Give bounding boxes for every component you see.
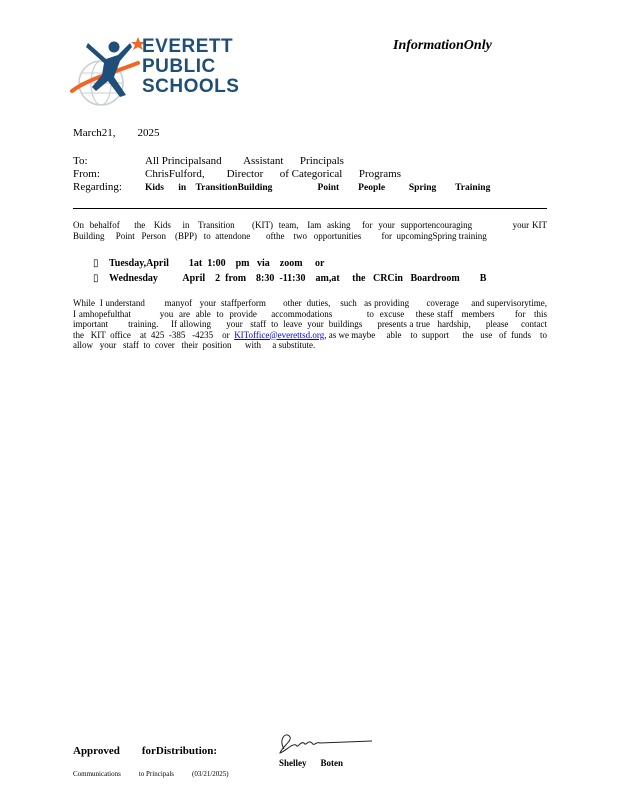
memo-date [73, 127, 159, 139]
for-distribution-label: forDistribution: [141, 745, 218, 757]
memo-from-value: ChrisFulford, Director of Categorical Programs [145, 168, 402, 180]
bullet-marker-icon: ▯ [93, 258, 99, 269]
approved-label: Approved [73, 745, 120, 757]
district-logo [68, 33, 258, 113]
logo-line-1: EVERETT [142, 36, 234, 57]
communications-footer [73, 770, 229, 778]
signature-icon [274, 729, 374, 759]
bullet-marker-icon: ▯ [93, 273, 99, 284]
signer-last-name: Boten [320, 758, 344, 768]
body-paragraph-1: On behalfof the Kids in Transition (KIT) team, Iam asking for your supportencouraging your KIT Building Point Person (BPP) to attendone ofthe two opportunities for upcomingSpring training [73, 220, 552, 241]
logo-line-2: PUBLIC [142, 56, 216, 77]
bullet-text-2: Wednesday April 2 from 8:30 -11:30 am,at the CRCin Boardroom B [109, 273, 487, 284]
memo-regarding-label: Regarding: [73, 181, 122, 193]
approved-for-distribution [73, 745, 217, 757]
memo-regarding-row [73, 181, 490, 195]
memo-to-label: To: [73, 155, 88, 167]
memo-to-value: All Principalsand Assistant Principals [145, 155, 344, 167]
memo-from-row [73, 168, 401, 181]
logo-line-3: SCHOOLS [142, 76, 240, 97]
memo-date-year: 2025 [137, 127, 160, 139]
memo-regarding-value: Kids in TransitionBuilding Point People Spring Training [145, 183, 491, 193]
body-paragraph-2 [73, 298, 577, 351]
signer-first-name: Shelley [279, 758, 307, 768]
globe-figure-icon [68, 33, 144, 113]
kit-office-email-link[interactable]: KIToffice@everettsd.org [234, 329, 325, 340]
memo-to-row [73, 155, 344, 168]
footer-comm-1: Communications [73, 770, 121, 778]
memo-from-label: From: [73, 168, 100, 180]
body-paragraph-2-part-a: While I understand manyof your staffperform other duties, such as providing coverage and supervisorytime, I amhopefulthat you are able to provide accommodations to excuse these staff members for this important training. If allowing your staff to leave your buildings presents a true hardship, please contact the KIT office at 425 -385 -4235 or [73, 298, 577, 340]
body-paragraph-2-part-b: , as we maybe able to support the use of funds to allow your staff to cover their position with a substitute. [73, 329, 552, 350]
footer-comm-3: (03/21/2025) [192, 770, 229, 778]
footer-comm-2: to Principals [138, 770, 175, 778]
signer-name [279, 758, 343, 768]
header-divider [73, 208, 547, 209]
memo-date-month: March21, [73, 127, 116, 139]
bullet-item-1 [93, 258, 324, 269]
information-only-label: InformationOnly [393, 38, 492, 53]
bullet-item-2 [93, 273, 486, 284]
bullet-text-1: Tuesday,April 1at 1:00 pm via zoom or [109, 258, 325, 269]
